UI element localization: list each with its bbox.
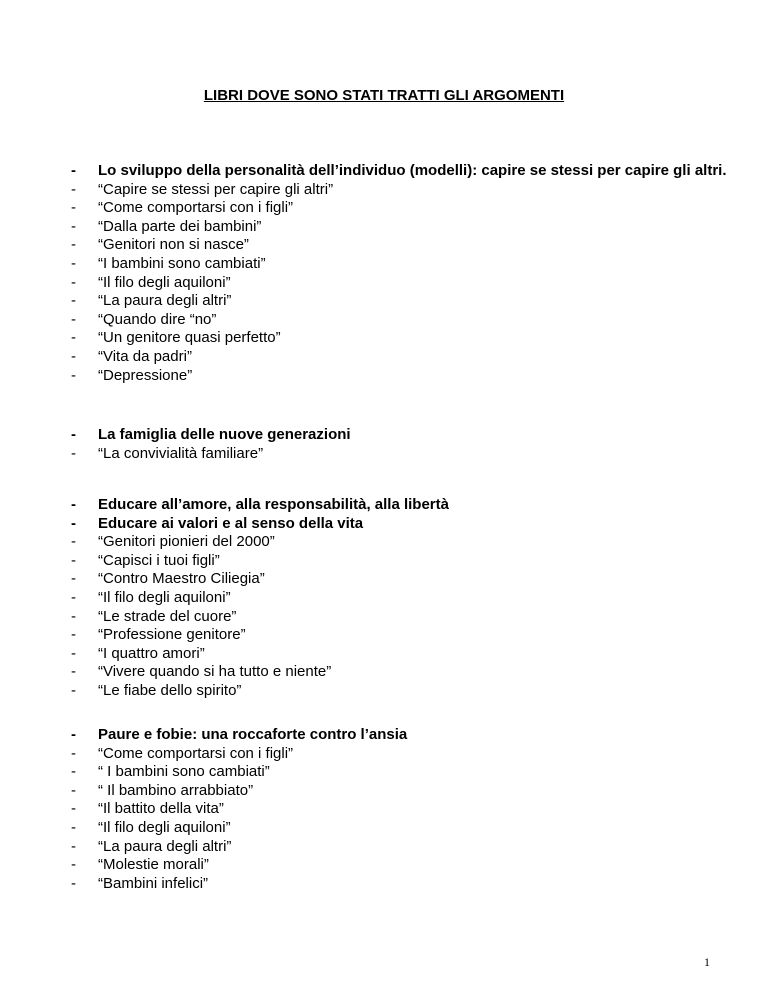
list-bullet: -	[71, 874, 76, 892]
book-title-item	[0, 782, 768, 801]
list-bullet: -	[71, 329, 76, 347]
book-title-item	[0, 819, 768, 838]
list-item-text: “La paura degli altri”	[98, 837, 232, 855]
list-item-text: “Un genitore quasi perfetto”	[98, 329, 281, 347]
list-bullet: -	[71, 162, 76, 179]
list-item-text: “La convivialità familiare”	[98, 444, 264, 462]
page-number: 1	[704, 955, 710, 969]
list-bullet: -	[71, 180, 76, 198]
list-bullet: -	[71, 856, 76, 874]
list-bullet: -	[71, 217, 76, 235]
list-bullet: -	[71, 781, 76, 799]
list-item-text: “Vivere quando si ha tutto e niente”	[98, 663, 332, 681]
list-bullet: -	[71, 607, 76, 625]
section-fears-phobias	[0, 726, 768, 893]
topic-heading	[0, 726, 768, 745]
book-title-item	[0, 533, 768, 552]
topic-heading	[0, 162, 768, 181]
book-title-item	[0, 745, 768, 764]
list-bullet: -	[71, 644, 76, 662]
book-title-item	[0, 199, 768, 218]
book-title-item	[0, 292, 768, 311]
list-item-text: “Capisci i tuoi figli”	[98, 551, 220, 569]
list-bullet: -	[71, 663, 76, 681]
list-bullet: -	[71, 588, 76, 606]
list-item-text: “Le fiabe dello spirito”	[98, 681, 242, 699]
book-title-item	[0, 181, 768, 200]
list-item-text: “I bambini sono cambiati”	[98, 254, 266, 272]
list-item-text: “Depressione”	[98, 366, 193, 384]
book-title-item	[0, 856, 768, 875]
list-item-text: “Genitori pionieri del 2000”	[98, 533, 275, 551]
book-title-item	[0, 800, 768, 819]
page-title: LIBRI DOVE SONO STATI TRATTI GLI ARGOMENTI	[203, 87, 565, 104]
book-title-item	[0, 274, 768, 293]
list-item-text: “Come comportarsi con i figli”	[98, 199, 294, 217]
list-bullet: -	[71, 837, 76, 855]
book-title-item	[0, 682, 768, 701]
topic-heading	[0, 426, 768, 445]
list-bullet: -	[71, 236, 76, 254]
book-title-item	[0, 329, 768, 348]
list-bullet: -	[71, 744, 76, 762]
list-bullet: -	[71, 444, 76, 462]
book-title-item	[0, 367, 768, 386]
list-bullet: -	[71, 514, 76, 532]
list-item-text: “Il filo degli aquiloni”	[98, 588, 231, 606]
list-bullet: -	[71, 726, 76, 743]
list-bullet: -	[71, 626, 76, 644]
book-title-item	[0, 552, 768, 571]
book-title-item	[0, 875, 768, 894]
list-bullet: -	[71, 366, 76, 384]
section-educate-love-values	[0, 496, 768, 701]
book-title-item	[0, 645, 768, 664]
book-title-item	[0, 763, 768, 782]
topic-heading	[0, 515, 768, 534]
list-item-text: “Il filo degli aquiloni”	[98, 273, 231, 291]
book-title-item	[0, 570, 768, 589]
list-item-text: “Vita da padri”	[98, 347, 192, 365]
list-bullet: -	[71, 763, 76, 781]
list-bullet: -	[71, 681, 76, 699]
list-item-text: “Le strade del cuore”	[98, 607, 237, 625]
list-item-text: “Il battito della vita”	[98, 800, 224, 818]
topic-heading	[0, 496, 768, 515]
list-item-text: La famiglia delle nuove generazioni	[98, 426, 351, 443]
list-bullet: -	[71, 818, 76, 836]
list-item-text: “I quattro amori”	[98, 644, 205, 662]
list-bullet: -	[71, 533, 76, 551]
book-title-item	[0, 589, 768, 608]
list-bullet: -	[71, 254, 76, 272]
book-title-item	[0, 626, 768, 645]
list-bullet: -	[71, 800, 76, 818]
list-bullet: -	[71, 570, 76, 588]
list-item-text: Lo sviluppo della personalità dell’individuo (modelli): capire se stessi per capire gli altri.	[98, 162, 727, 179]
list-item-text: Educare ai valori e al senso della vita	[98, 514, 364, 532]
list-bullet: -	[71, 347, 76, 365]
list-item-text: “Contro Maestro Ciliegia”	[98, 570, 265, 588]
list-item-text: Paure e fobie: una roccaforte contro l’ansia	[98, 726, 408, 743]
book-title-item	[0, 445, 768, 464]
list-item-text: “ I bambini sono cambiati”	[98, 763, 270, 781]
section-new-generations-family	[0, 426, 768, 463]
list-item-text: Educare all’amore, alla responsabilità, alla libertà	[98, 496, 449, 513]
book-title-item	[0, 348, 768, 367]
book-title-item	[0, 663, 768, 682]
list-bullet: -	[71, 310, 76, 328]
book-title-item	[0, 236, 768, 255]
list-item-text: “ Il bambino arrabbiato”	[98, 781, 254, 799]
list-item-text: “Come comportarsi con i figli”	[98, 744, 294, 762]
list-bullet: -	[71, 273, 76, 291]
list-item-text: “Molestie morali”	[98, 856, 209, 874]
section-personality-development	[0, 162, 768, 385]
list-item-text: “Bambini infelici”	[98, 874, 209, 892]
list-item-text: “Professione genitore”	[98, 626, 246, 644]
list-item-text: “Quando dire “no”	[98, 310, 217, 328]
list-item-text: “Dalla parte dei bambini”	[98, 217, 262, 235]
list-bullet: -	[71, 199, 76, 217]
list-bullet: -	[71, 426, 76, 443]
list-item-text: “Capire se stessi per capire gli altri”	[98, 180, 334, 198]
book-title-item	[0, 608, 768, 627]
book-title-item	[0, 838, 768, 857]
list-item-text: “Il filo degli aquiloni”	[98, 818, 231, 836]
list-item-text: “La paura degli altri”	[98, 292, 232, 310]
book-title-item	[0, 255, 768, 274]
book-title-item	[0, 218, 768, 237]
list-bullet: -	[71, 292, 76, 310]
list-bullet: -	[71, 496, 76, 513]
book-title-item	[0, 311, 768, 330]
list-item-text: “Genitori non si nasce”	[98, 236, 249, 254]
list-bullet: -	[71, 551, 76, 569]
